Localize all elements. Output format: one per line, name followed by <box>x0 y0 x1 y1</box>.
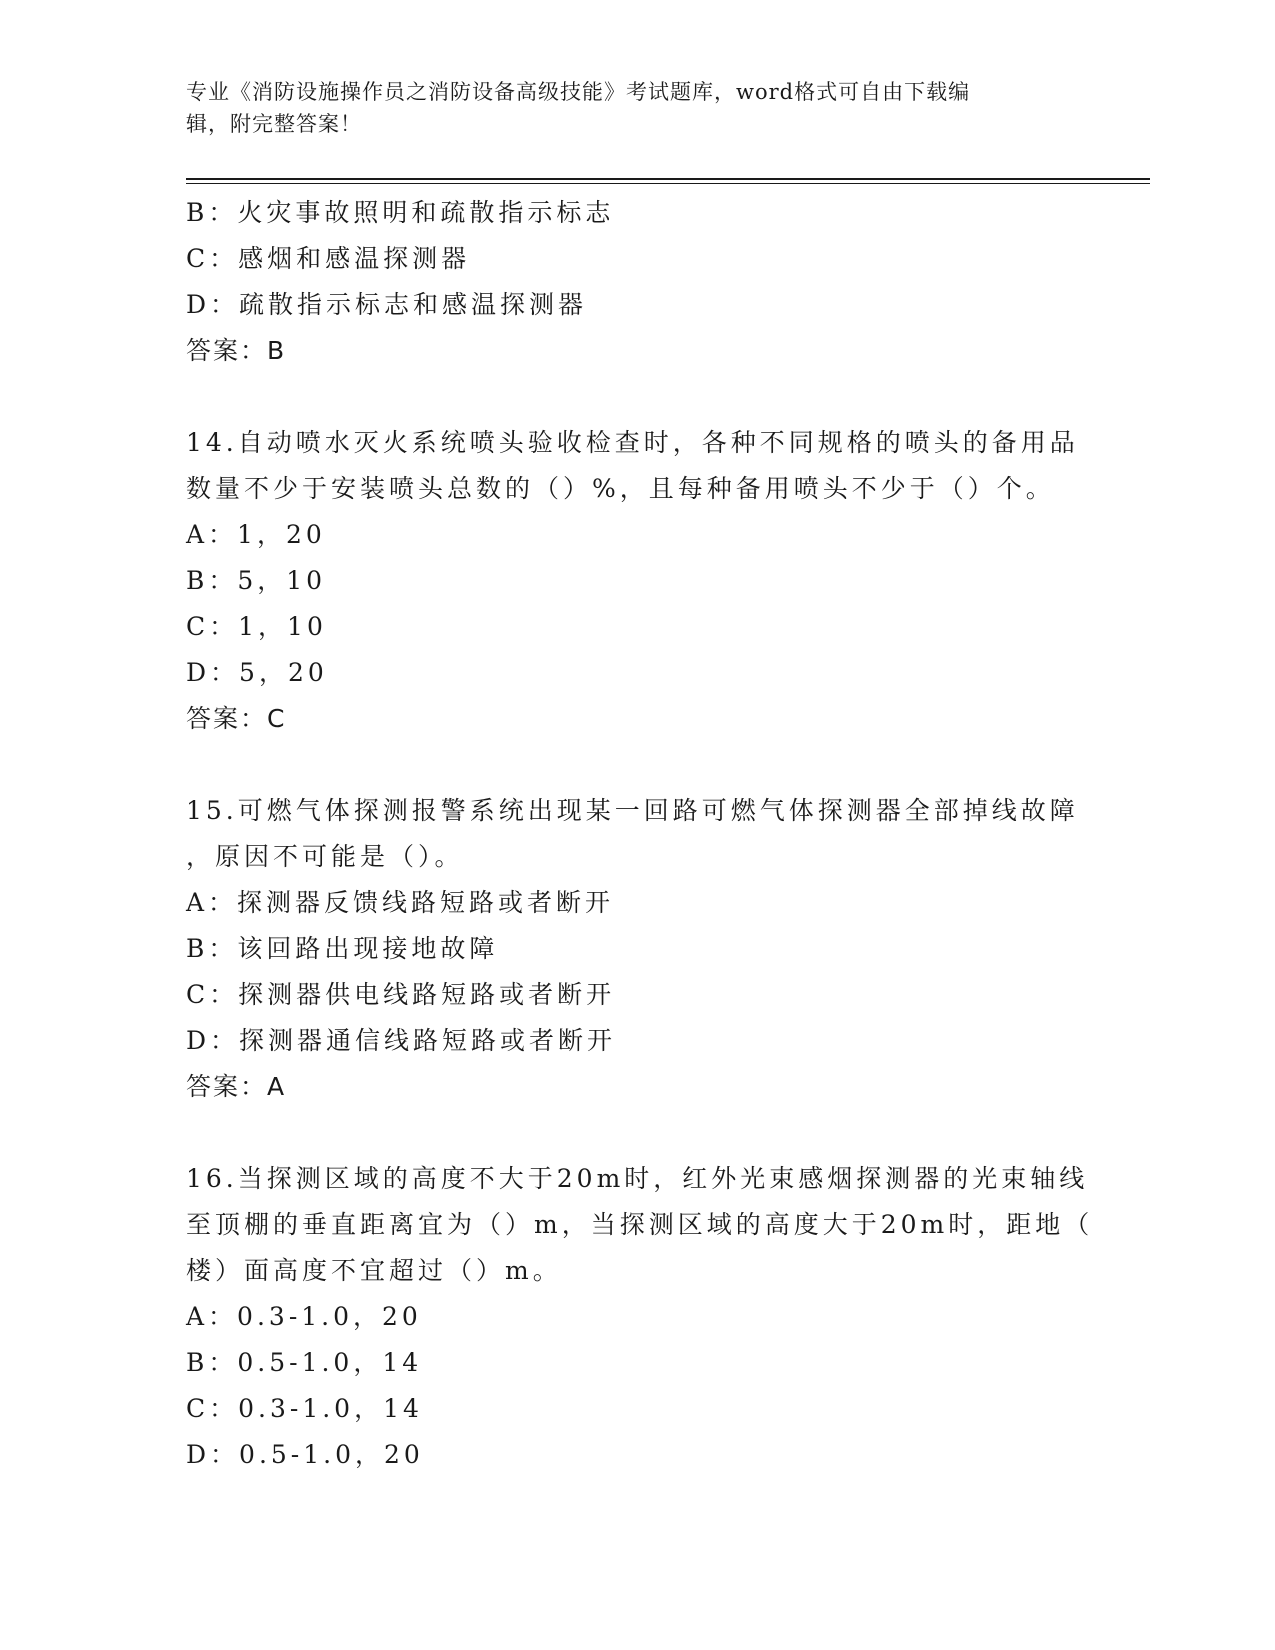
option-b: B：5，10 <box>186 566 327 595</box>
answer-line: 答案：A <box>186 1072 287 1101</box>
option-a: A：0.3-1.0，20 <box>186 1302 422 1331</box>
question-stem-line: 14.自动喷水灭火系统喷头验收检查时，各种不同规格的喷头的备用品 <box>186 428 1079 457</box>
option-d: D：5，20 <box>186 658 328 687</box>
option-d: D：0.5-1.0，20 <box>186 1440 424 1469</box>
option-c: C：感烟和感温探测器 <box>186 244 471 273</box>
question-stem-line: 16.当探测区域的高度不大于20m时，红外光束感烟探测器的光束轴线 <box>186 1164 1089 1193</box>
question-stem-line: 楼）面高度不宜超过（）m。 <box>186 1256 562 1285</box>
document-header <box>186 76 1066 140</box>
option-a: A：探测器反馈线路短路或者断开 <box>186 888 615 917</box>
option-b: B：该回路出现接地故障 <box>186 934 499 963</box>
question-14 <box>186 420 1086 742</box>
header-line-1: 专业《消防设施操作员之消防设备高级技能》考试题库，word格式可自由下载编 <box>186 80 971 104</box>
option-c: C：探测器供电线路短路或者断开 <box>186 980 616 1009</box>
option-b: B：0.5-1.0，14 <box>186 1348 423 1377</box>
option-b: B：火灾事故照明和疏散指示标志 <box>186 198 615 227</box>
spacer <box>186 374 1086 420</box>
question-list <box>186 190 1094 1478</box>
question-13-tail <box>186 190 1086 374</box>
option-a: A：1，20 <box>186 520 326 549</box>
header-rule-thin <box>186 183 1150 184</box>
question-stem-line: ，原因不可能是（）。 <box>186 842 464 871</box>
header-line-2: 辑，附完整答案！ <box>186 112 362 136</box>
question-15 <box>186 788 1086 1110</box>
question-16 <box>186 1156 1094 1478</box>
option-c: C：0.3-1.0，14 <box>186 1394 423 1423</box>
question-stem-line: 数量不少于安装喷头总数的（）%，且每种备用喷头不少于（）个。 <box>186 474 1055 503</box>
answer-line: 答案：C <box>186 704 287 733</box>
answer-line: 答案：B <box>186 336 287 365</box>
spacer <box>186 742 1086 788</box>
option-c: C：1，10 <box>186 612 327 641</box>
question-stem-line: 15.可燃气体探测报警系统出现某一回路可燃气体探测器全部掉线故障 <box>186 796 1079 825</box>
option-d: D：探测器通信线路短路或者断开 <box>186 1026 617 1055</box>
header-rule-thick <box>186 178 1150 180</box>
spacer <box>186 1110 1086 1156</box>
option-d: D：疏散指示标志和感温探测器 <box>186 290 588 319</box>
question-stem-line: 至顶棚的垂直距离宜为（）m，当探测区域的高度大于20m时，距地（ <box>186 1210 1094 1239</box>
